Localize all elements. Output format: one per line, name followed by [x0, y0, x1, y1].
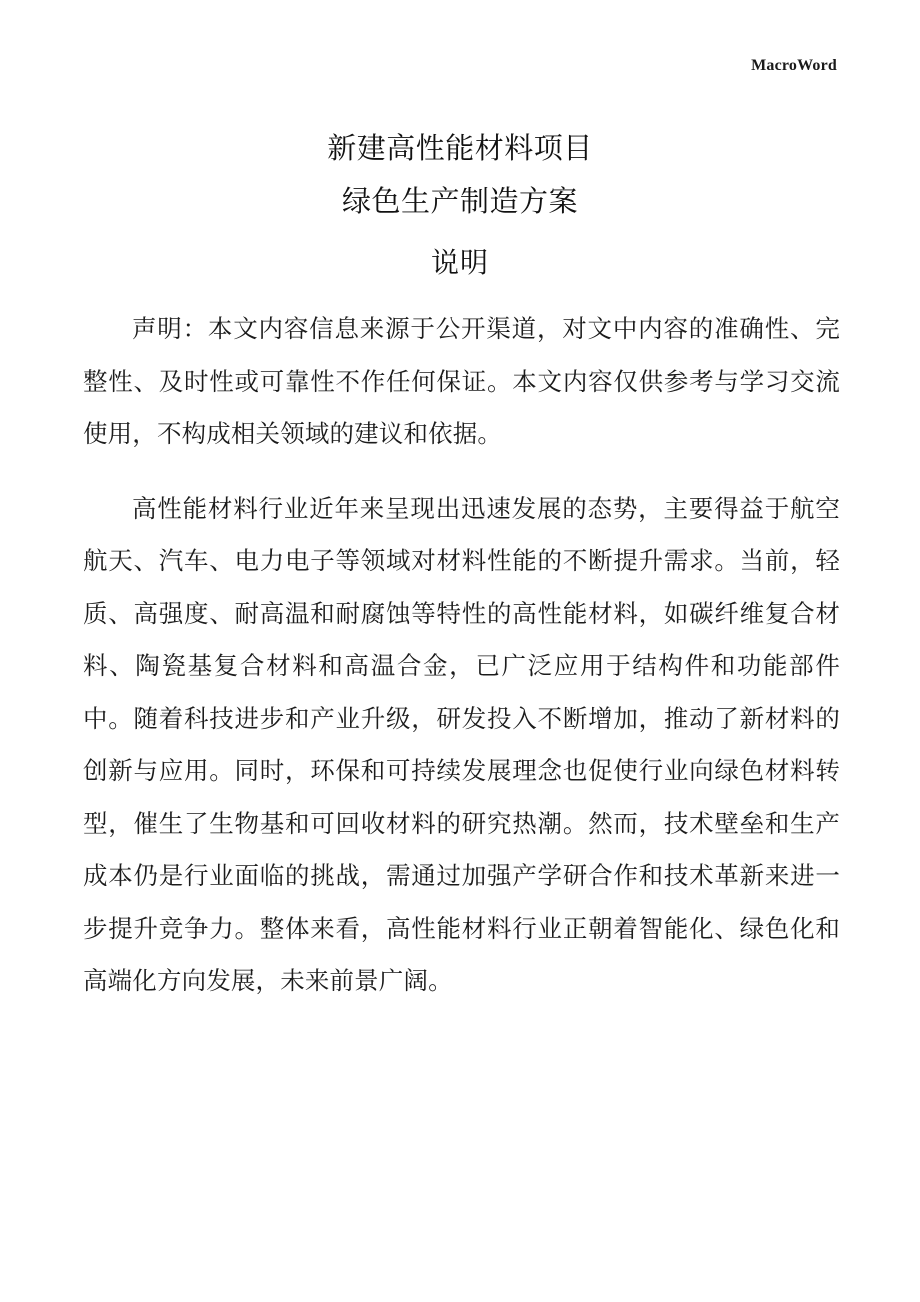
body-paragraph-industry-overview: 高性能材料行业近年来呈现出迅速发展的态势，主要得益于航空航天、汽车、电力电子等领域对材料性能的不断提升需求。当前，轻质、高强度、耐高温和耐腐蚀等特性的高性能材料，如碳纤维复合材料、陶瓷基复合材料和高温合金，已广泛应用于结构件和功能部件中。随着科技进步和产业升级，研发投入不断增加，推动了新材料的创新与应用。同时，环保和可持续发展理念也促使行业向绿色材料转型，催生了生物基和可回收材料的研究热潮。然而，技术壁垒和生产成本仍是行业面临的挑战，需通过加强产学研合作和技术革新来进一步提升竞争力。整体来看，高性能材料行业正朝着智能化、绿色化和高端化方向发展，未来前景广阔。 — [83, 493, 840, 995]
body-paragraph-disclaimer: 声明：本文内容信息来源于公开渠道，对文中内容的准确性、完整性、及时性或可靠性不作任何保证。本文内容仅供参考与学习交流使用，不构成相关领域的建议和依据。 — [83, 314, 840, 448]
section-heading: 说明 — [430, 246, 489, 279]
page-title-line-2: 绿色生产制造方案 — [341, 184, 578, 218]
brand-logo-text: MacroWord — [751, 57, 837, 74]
page-title-line-1: 新建高性能材料项目 — [327, 131, 593, 165]
document-body — [83, 303, 840, 1008]
cover-title-block — [83, 122, 837, 228]
document-header — [83, 50, 837, 82]
